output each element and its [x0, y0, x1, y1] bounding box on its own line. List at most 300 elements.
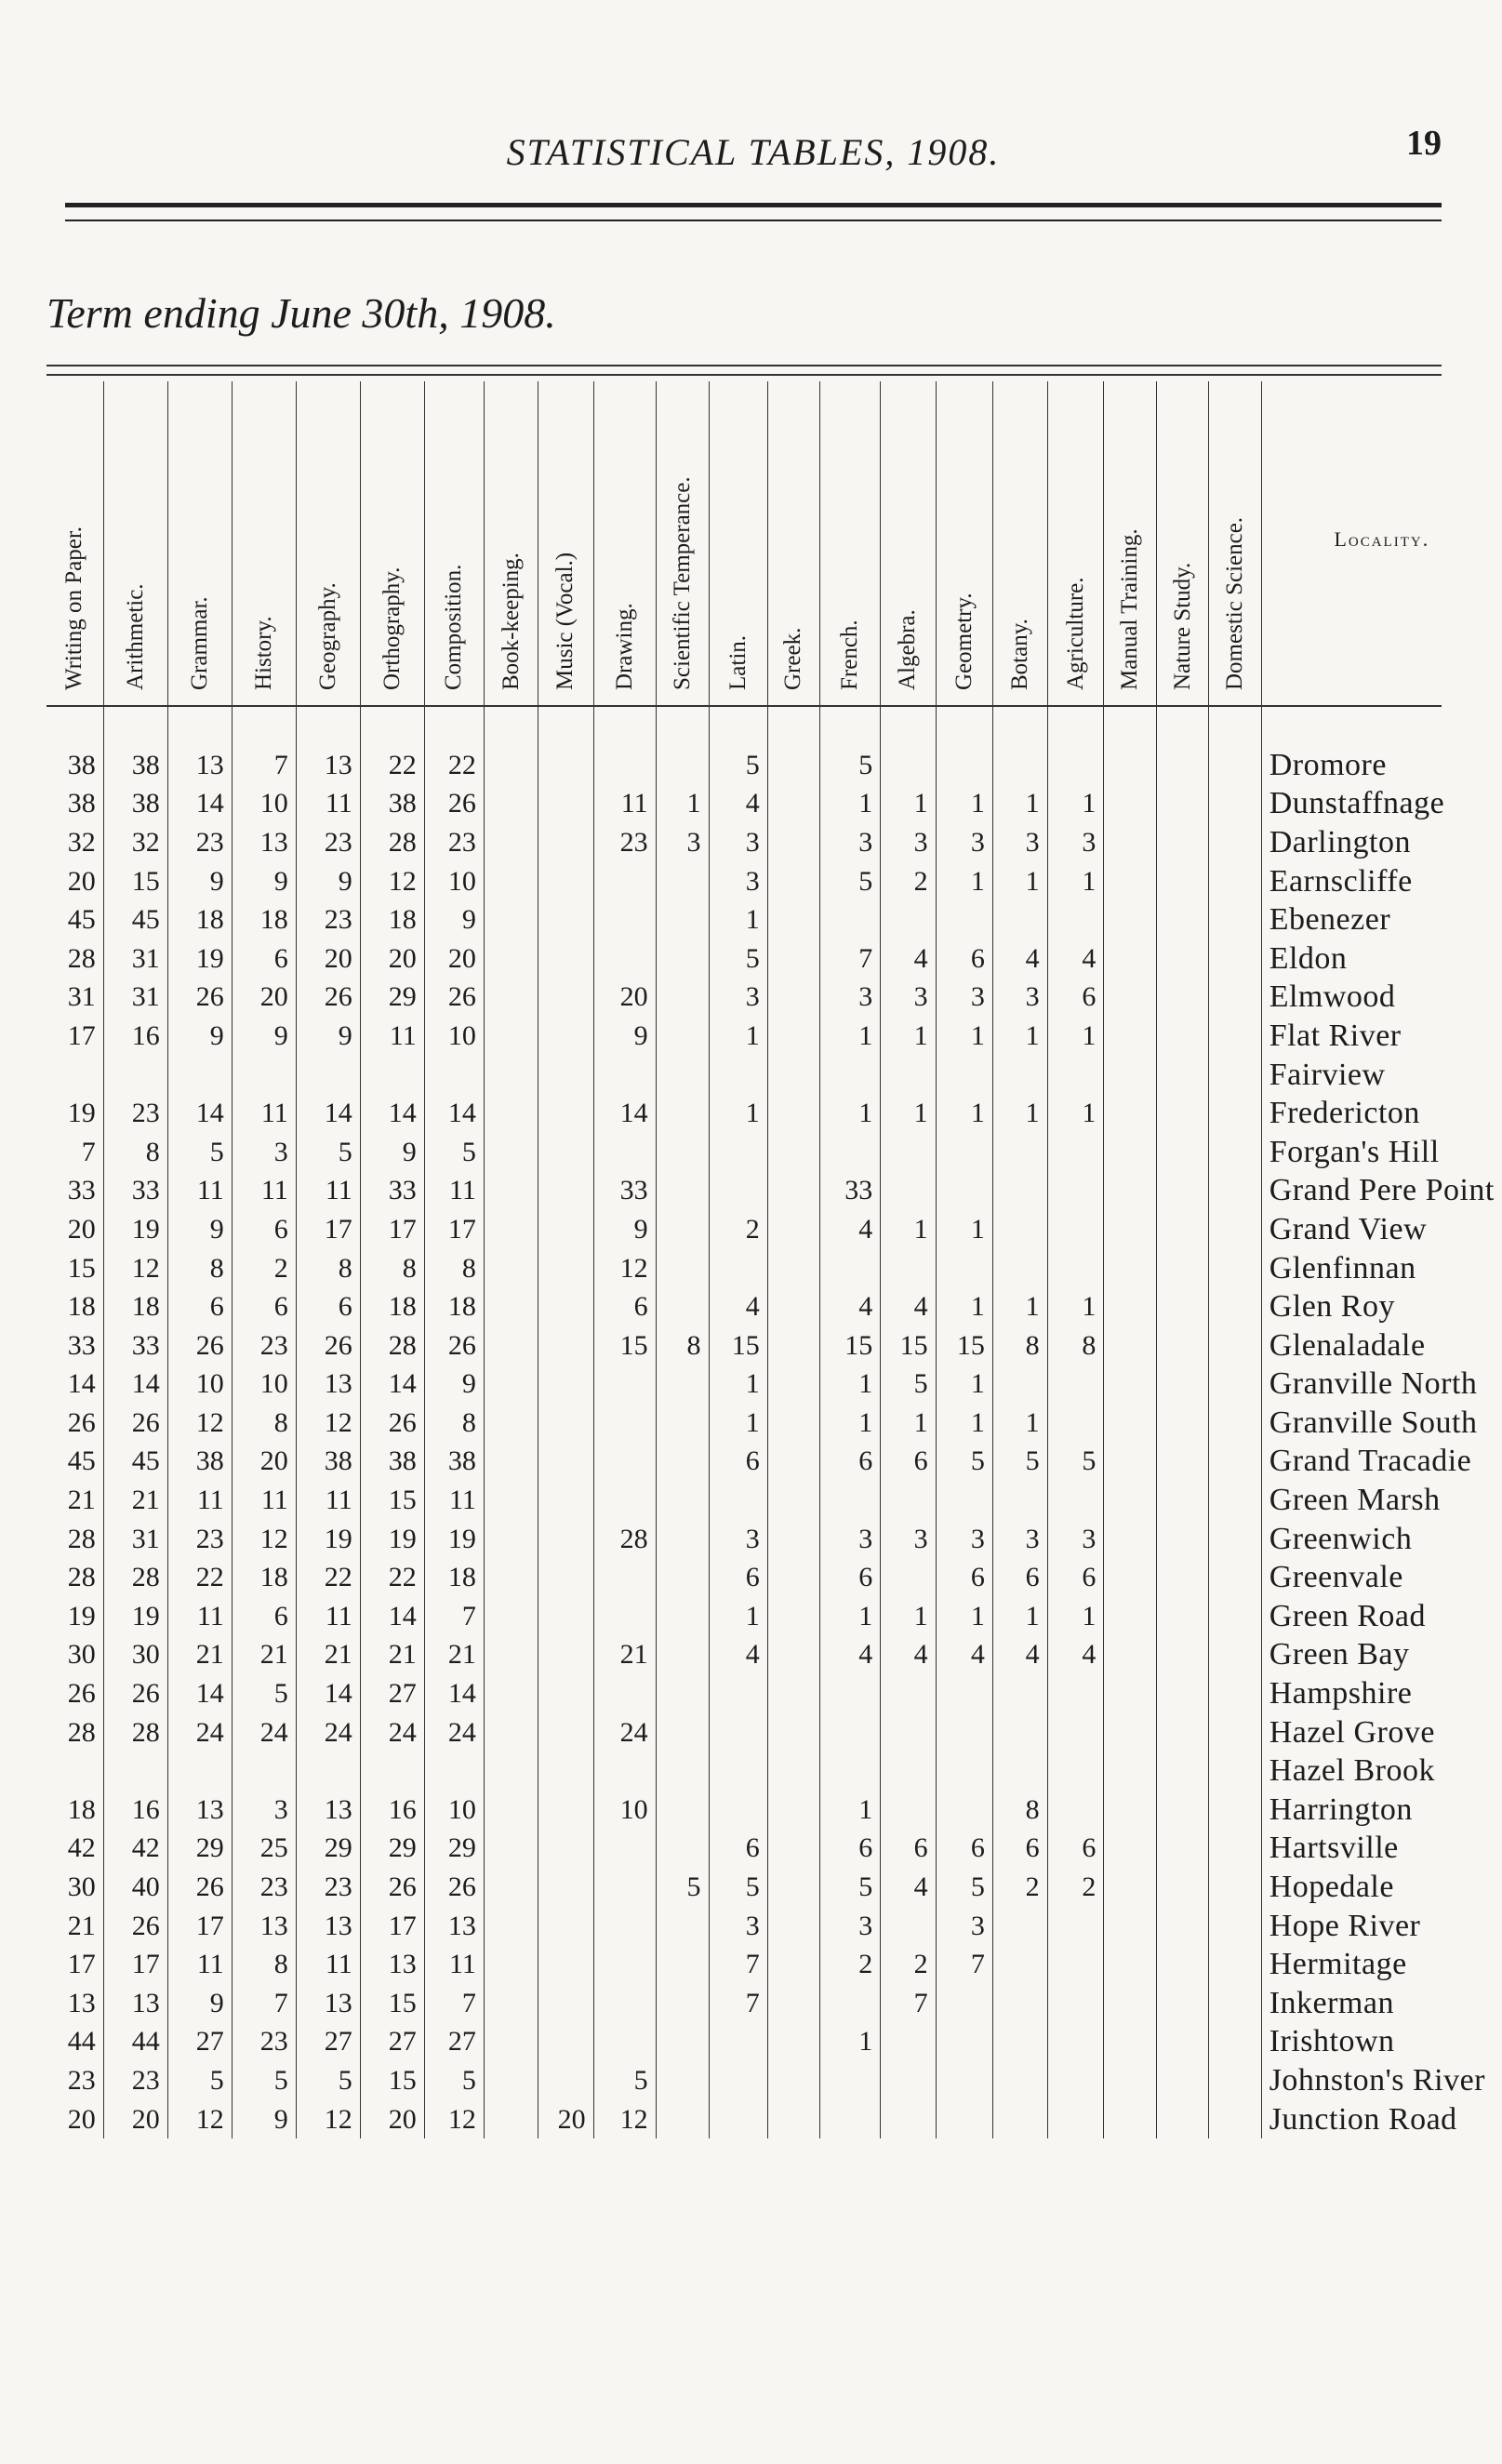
- table-cell: [992, 1713, 1047, 1752]
- table-cell: [484, 939, 538, 979]
- table-cell: 38: [296, 1443, 360, 1482]
- table-cell: 1: [820, 785, 881, 824]
- table-cell: [881, 900, 936, 939]
- spacer-cell: [1047, 698, 1104, 746]
- table-cell: [656, 1404, 709, 1443]
- table-row: [47, 1945, 1502, 1984]
- table-cell: [936, 1674, 992, 1713]
- table-cell: [1209, 1520, 1261, 1559]
- table-cell: 26: [167, 1326, 232, 1365]
- table-cell: [1047, 1056, 1104, 1095]
- table-cell: [538, 1172, 593, 1211]
- locality-cell: Earnscliffe: [1269, 863, 1413, 899]
- table-cell: 10: [424, 1791, 484, 1830]
- table-cell: 1: [1047, 1094, 1104, 1133]
- table-cell: [1156, 1056, 1208, 1095]
- table-cell: [1156, 1287, 1208, 1326]
- table-cell: 12: [593, 1249, 656, 1288]
- table-cell: 22: [167, 1558, 232, 1597]
- locality-cell: Ebenezer: [1269, 902, 1391, 938]
- table-cell: [767, 862, 819, 901]
- table-cell: [484, 1017, 538, 1056]
- table-cell: 26: [424, 1868, 484, 1907]
- table-cell: [1047, 1907, 1104, 1946]
- table-cell: [593, 746, 656, 785]
- table-row: [47, 1404, 1502, 1443]
- table-cell: [709, 1172, 767, 1211]
- table-cell: 20: [232, 979, 296, 1018]
- table-cell: [767, 1520, 819, 1559]
- table-cell: [881, 1172, 936, 1211]
- table-cell: 3: [709, 862, 767, 901]
- locality-cell: Green Road: [1269, 1598, 1427, 1633]
- table-cell: [709, 1133, 767, 1172]
- table-cell: 14: [424, 1674, 484, 1713]
- table-cell: 16: [103, 1017, 167, 1056]
- column-header: Geography.: [296, 381, 360, 698]
- table-cell: [656, 2061, 709, 2100]
- table-cell: 1: [1047, 785, 1104, 824]
- table-row: [47, 2023, 1502, 2062]
- table-cell: 20: [360, 939, 424, 979]
- table-cell: [484, 979, 538, 1018]
- table-cell: [1156, 1597, 1208, 1636]
- table-cell: 3: [709, 1520, 767, 1559]
- table-cell: 11: [593, 785, 656, 824]
- locality-cell: Elmwood: [1269, 979, 1396, 1015]
- table-row: [47, 785, 1502, 824]
- table-cell: [1209, 746, 1261, 785]
- table-cell: [881, 1751, 936, 1791]
- spacer-cell: [47, 698, 103, 746]
- table-cell: 24: [360, 1713, 424, 1752]
- spacer-cell: [936, 698, 992, 746]
- table-cell: [593, 1365, 656, 1405]
- table-cell: [656, 1481, 709, 1520]
- table-cell: 11: [167, 1945, 232, 1984]
- table-cell: 1: [1047, 1017, 1104, 1056]
- table-cell: [538, 1520, 593, 1559]
- table-cell: [767, 1945, 819, 1984]
- table-cell: [538, 823, 593, 862]
- table-cell: [593, 1056, 656, 1095]
- running-title: STATISTICAL TABLES, 1908.: [506, 131, 1001, 173]
- locality-cell: Glen Roy: [1269, 1289, 1395, 1325]
- table-cell: 8: [992, 1791, 1047, 1830]
- table-cell: 3: [656, 823, 709, 862]
- table-row: [47, 1558, 1502, 1597]
- table-cell: [767, 1907, 819, 1946]
- table-cell: [992, 1674, 1047, 1713]
- table-cell: 12: [167, 1404, 232, 1443]
- table-cell: 40: [103, 1868, 167, 1907]
- spacer-cell: [656, 698, 709, 746]
- locality-cell: Flat River: [1269, 1018, 1402, 1053]
- table-cell: [1047, 1249, 1104, 1288]
- table-cell: [1209, 939, 1261, 979]
- table-cell: [360, 1751, 424, 1791]
- table-cell: [767, 1751, 819, 1791]
- table-cell: 27: [360, 2023, 424, 2062]
- table-cell: [1047, 1713, 1104, 1752]
- table-cell: [1104, 862, 1156, 901]
- spacer-cell: [484, 698, 538, 746]
- table-cell: 9: [167, 862, 232, 901]
- locality-cell: Green Marsh: [1269, 1483, 1441, 1518]
- column-header: Latin.: [709, 381, 767, 698]
- table-cell: [936, 1249, 992, 1288]
- table-cell: 3: [709, 823, 767, 862]
- table-cell: 29: [424, 1830, 484, 1869]
- table-cell: 2: [820, 1945, 881, 1984]
- table-row: [47, 862, 1502, 901]
- table-cell: [1047, 1172, 1104, 1211]
- column-header: Geometry.: [936, 381, 992, 698]
- table-cell: [936, 2023, 992, 2062]
- table-cell: 14: [296, 1674, 360, 1713]
- table-cell: 33: [47, 1326, 103, 1365]
- table-cell: 3: [992, 823, 1047, 862]
- column-header: Scientific Temperance.: [656, 381, 709, 698]
- locality-cell: Hazel Brook: [1269, 1753, 1435, 1789]
- table-row: [47, 1636, 1502, 1675]
- table-cell: 26: [103, 1404, 167, 1443]
- table-cell: 26: [47, 1404, 103, 1443]
- table-cell: [1209, 1172, 1261, 1211]
- table-cell: 11: [296, 1172, 360, 1211]
- table-cell: 12: [424, 2100, 484, 2139]
- spacer-cell: [1156, 698, 1208, 746]
- table-cell: [992, 1056, 1047, 1095]
- table-cell: 1: [820, 1017, 881, 1056]
- spacer-cell: [424, 698, 484, 746]
- table-cell: 12: [232, 1520, 296, 1559]
- table-cell: [1156, 1713, 1208, 1752]
- table-cell: 1: [936, 1017, 992, 1056]
- table-cell: 1: [992, 785, 1047, 824]
- table-cell: [1104, 1636, 1156, 1675]
- spacer-cell: [360, 698, 424, 746]
- table-cell: 1: [709, 1094, 767, 1133]
- table-cell: 1: [881, 785, 936, 824]
- table-row: [47, 1830, 1502, 1869]
- table-cell: [709, 2100, 767, 2139]
- table-cell: [992, 1984, 1047, 2023]
- table-cell: [992, 1172, 1047, 1211]
- table-cell: [593, 1443, 656, 1482]
- table-cell: [296, 1056, 360, 1095]
- table-cell: 9: [167, 1984, 232, 2023]
- table-cell: 21: [47, 1907, 103, 1946]
- table-cell: [767, 1249, 819, 1288]
- table-cell: 6: [820, 1443, 881, 1482]
- table-cell: 15: [360, 1984, 424, 2023]
- table-cell: [538, 1558, 593, 1597]
- table-cell: 18: [167, 900, 232, 939]
- table-cell: 26: [360, 1404, 424, 1443]
- table-cell: 23: [296, 900, 360, 939]
- table-cell: [1209, 1636, 1261, 1675]
- table-cell: [47, 1751, 103, 1791]
- table-cell: [103, 1751, 167, 1791]
- table-cell: 11: [167, 1172, 232, 1211]
- table-cell: [1209, 2061, 1261, 2100]
- table-cell: [656, 1674, 709, 1713]
- table-cell: [881, 2061, 936, 2100]
- table-cell: 21: [593, 1636, 656, 1675]
- table-cell: [767, 1287, 819, 1326]
- table-cell: 13: [296, 1907, 360, 1946]
- table-cell: 1: [1047, 862, 1104, 901]
- table-cell: [1156, 1133, 1208, 1172]
- table-cell: [1156, 1830, 1208, 1869]
- table-row: [47, 2100, 1502, 2139]
- table-cell: [484, 2061, 538, 2100]
- table-cell: 1: [709, 1017, 767, 1056]
- table-cell: 1: [936, 1210, 992, 1249]
- table-cell: 21: [232, 1636, 296, 1675]
- table-cell: [656, 746, 709, 785]
- table-cell: [1104, 1172, 1156, 1211]
- locality-cell: Grand Pere Point: [1269, 1173, 1495, 1208]
- table-row: [47, 1868, 1502, 1907]
- table-cell: [296, 1751, 360, 1791]
- table-cell: [767, 900, 819, 939]
- table-cell: 13: [360, 1945, 424, 1984]
- table-cell: 10: [593, 1791, 656, 1830]
- table-cell: 12: [593, 2100, 656, 2139]
- table-cell: 18: [103, 1287, 167, 1326]
- table-cell: [1156, 1210, 1208, 1249]
- table-cell: 15: [881, 1326, 936, 1365]
- table-cell: [1047, 1481, 1104, 1520]
- table-cell: 38: [360, 1443, 424, 1482]
- table-cell: [538, 1597, 593, 1636]
- page-header: [65, 124, 1442, 186]
- table-cell: 3: [232, 1791, 296, 1830]
- locality-cell: Inkerman: [1269, 1985, 1394, 2020]
- column-header: Agriculture.: [1047, 381, 1104, 698]
- table-cell: 44: [47, 2023, 103, 2062]
- table-cell: [484, 1830, 538, 1869]
- spacer-cell: [767, 698, 819, 746]
- table-cell: 1: [936, 1404, 992, 1443]
- table-cell: 7: [881, 1984, 936, 2023]
- table-cell: [1047, 1751, 1104, 1791]
- table-cell: 5: [232, 1674, 296, 1713]
- table-cell: 31: [103, 1520, 167, 1559]
- table-cell: 15: [820, 1326, 881, 1365]
- table-cell: [1209, 1791, 1261, 1830]
- table-cell: 42: [103, 1830, 167, 1869]
- table-cell: [992, 1210, 1047, 1249]
- table-cell: [1047, 1404, 1104, 1443]
- table-cell: 27: [424, 2023, 484, 2062]
- table-cell: 14: [360, 1365, 424, 1405]
- table-cell: 23: [167, 823, 232, 862]
- table-cell: 23: [296, 1868, 360, 1907]
- table-cell: [484, 1791, 538, 1830]
- table-cell: 28: [47, 939, 103, 979]
- table-cell: [1104, 1907, 1156, 1946]
- table-cell: [767, 979, 819, 1018]
- locality-cell: Dromore: [1269, 747, 1387, 782]
- table-cell: 29: [360, 979, 424, 1018]
- locality-cell: Eldon: [1269, 940, 1348, 976]
- table-cell: [1156, 823, 1208, 862]
- table-cell: 9: [167, 1017, 232, 1056]
- table-cell: 3: [936, 1520, 992, 1559]
- table-cell: [484, 1674, 538, 1713]
- table-cell: 20: [593, 979, 656, 1018]
- table-cell: 44: [103, 2023, 167, 2062]
- table-cell: 4: [1047, 939, 1104, 979]
- table-cell: 26: [424, 785, 484, 824]
- table-cell: [1104, 1520, 1156, 1559]
- table-cell: [1104, 1210, 1156, 1249]
- table-cell: [1156, 2061, 1208, 2100]
- table-cell: [1104, 1674, 1156, 1713]
- table-cell: 6: [1047, 979, 1104, 1018]
- table-cell: [167, 1056, 232, 1095]
- table-cell: 23: [296, 823, 360, 862]
- column-header: History.: [232, 381, 296, 698]
- table-cell: [1104, 785, 1156, 824]
- table-cell: [656, 1287, 709, 1326]
- table-cell: [538, 1326, 593, 1365]
- table-cell: [1156, 785, 1208, 824]
- table-cell: 26: [167, 1868, 232, 1907]
- table-cell: 33: [360, 1172, 424, 1211]
- table-cell: 2: [709, 1210, 767, 1249]
- table-cell: [1209, 1326, 1261, 1365]
- table-cell: [1047, 900, 1104, 939]
- table-cell: 31: [103, 979, 167, 1018]
- table-cell: 1: [1047, 1287, 1104, 1326]
- table-cell: [767, 1404, 819, 1443]
- table-row: [47, 1326, 1502, 1365]
- table-cell: [1209, 1674, 1261, 1713]
- table-cell: [767, 1365, 819, 1405]
- table-cell: 21: [103, 1481, 167, 1520]
- table-cell: [1104, 1404, 1156, 1443]
- table-cell: [1209, 1597, 1261, 1636]
- table-cell: 1: [820, 1597, 881, 1636]
- table-cell: 5: [709, 939, 767, 979]
- table-cell: [881, 1713, 936, 1752]
- table-cell: 5: [296, 1133, 360, 1172]
- table-cell: [820, 1751, 881, 1791]
- table-cell: 9: [424, 1365, 484, 1405]
- locality-cell: Darlington: [1269, 824, 1411, 859]
- table-cell: [1209, 1056, 1261, 1095]
- table-cell: [1156, 1249, 1208, 1288]
- table-cell: [767, 1326, 819, 1365]
- table-cell: 21: [360, 1636, 424, 1675]
- table-cell: [820, 1249, 881, 1288]
- table-cell: [1156, 862, 1208, 901]
- table-cell: 23: [167, 1520, 232, 1559]
- table-cell: 23: [593, 823, 656, 862]
- table-cell: 4: [881, 1868, 936, 1907]
- table-cell: [538, 2023, 593, 2062]
- header-spacer-row: [47, 698, 1502, 746]
- table-cell: [538, 1365, 593, 1405]
- table-cell: [1209, 1094, 1261, 1133]
- table-cell: [593, 1597, 656, 1636]
- table-cell: 6: [820, 1558, 881, 1597]
- table-cell: [1047, 1133, 1104, 1172]
- table-cell: [593, 939, 656, 979]
- table-cell: 22: [424, 746, 484, 785]
- table-cell: 2: [881, 1945, 936, 1984]
- table-cell: 8: [656, 1326, 709, 1365]
- table-cell: [484, 1326, 538, 1365]
- table-cell: [936, 1481, 992, 1520]
- table-cell: 11: [424, 1481, 484, 1520]
- table-cell: [1209, 1365, 1261, 1405]
- table-cell: 12: [296, 2100, 360, 2139]
- locality-cell: Forgan's Hill: [1269, 1134, 1440, 1169]
- table-cell: [992, 746, 1047, 785]
- table-cell: 9: [360, 1133, 424, 1172]
- table-cell: 1: [820, 1404, 881, 1443]
- table-cell: [484, 1287, 538, 1326]
- table-cell: 2: [232, 1249, 296, 1288]
- locality-column-header: Locality.: [1334, 527, 1430, 551]
- table-cell: 7: [424, 1984, 484, 2023]
- table-cell: 1: [881, 1094, 936, 1133]
- table-cell: 28: [360, 1326, 424, 1365]
- table-cell: 9: [593, 1017, 656, 1056]
- spacer-cell: [593, 698, 656, 746]
- table-cell: 7: [232, 746, 296, 785]
- table-cell: [1104, 1481, 1156, 1520]
- table-cell: 20: [232, 1443, 296, 1482]
- table-cell: [709, 1674, 767, 1713]
- table-cell: [1209, 1481, 1261, 1520]
- table-cell: [538, 785, 593, 824]
- table-cell: [484, 1868, 538, 1907]
- table-cell: 17: [103, 1945, 167, 1984]
- table-cell: [656, 939, 709, 979]
- locality-cell: Dunstaffnage: [1269, 786, 1445, 821]
- table-cell: [881, 1133, 936, 1172]
- column-header: Book-keeping.: [484, 381, 538, 698]
- table-cell: [709, 2023, 767, 2062]
- table-cell: [484, 1056, 538, 1095]
- table-cell: 3: [709, 979, 767, 1018]
- table-cell: [881, 2023, 936, 2062]
- table-cell: [1209, 1558, 1261, 1597]
- table-cell: 17: [47, 1945, 103, 1984]
- table-top-rule: [47, 365, 1442, 366]
- table-cell: 14: [424, 1094, 484, 1133]
- table-cell: 3: [1047, 1520, 1104, 1559]
- table-cell: [1156, 2023, 1208, 2062]
- table-cell: [1209, 1249, 1261, 1288]
- spacer-cell: [296, 698, 360, 746]
- column-header: Composition.: [424, 381, 484, 698]
- table-cell: [709, 2061, 767, 2100]
- table-cell: [881, 1791, 936, 1830]
- table-cell: 4: [709, 1287, 767, 1326]
- table-row: [47, 900, 1502, 939]
- table-cell: [1047, 1791, 1104, 1830]
- table-cell: 20: [296, 939, 360, 979]
- table-cell: 38: [103, 746, 167, 785]
- table-cell: [1047, 2023, 1104, 2062]
